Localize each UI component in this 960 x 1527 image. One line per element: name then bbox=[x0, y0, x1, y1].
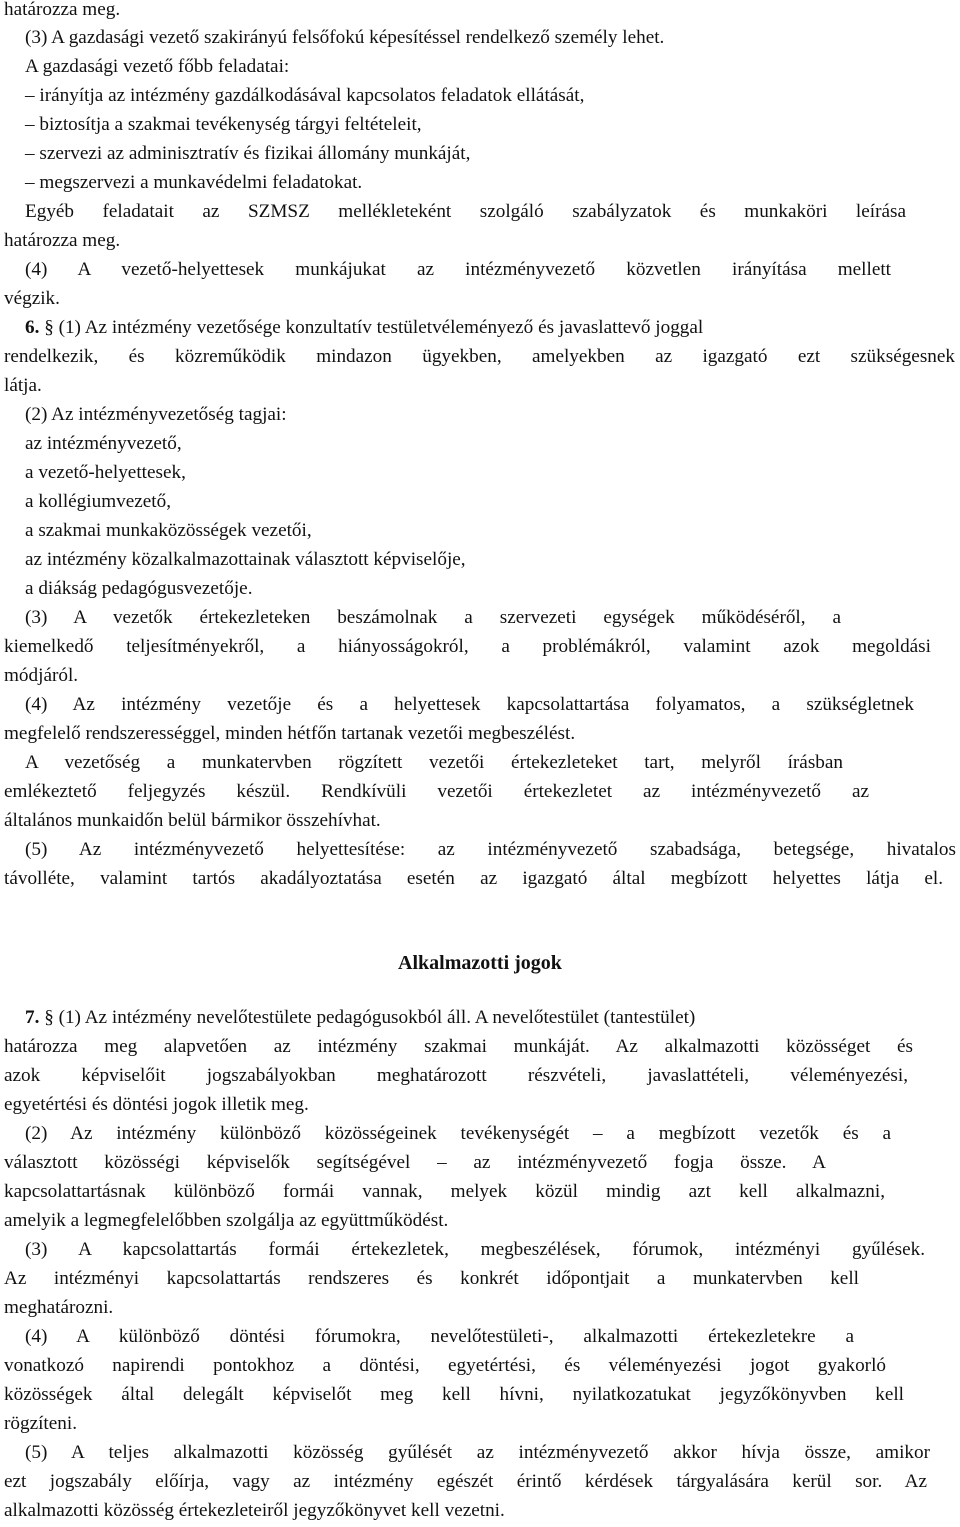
text-line: (5) A teljes alkalmazotti közösség gyűlését az intézményvezető akkor hívja össze, amikor bbox=[25, 1442, 930, 1463]
text-line: határozza meg. bbox=[4, 0, 121, 20]
text-line: A gazdasági vezető főbb feladatai: bbox=[25, 56, 290, 77]
text-line: kiemelkedő teljesítményekről, a hiányosságokról, a problémákról, valamint azok megoldási bbox=[4, 636, 931, 657]
text-line: (3) A gazdasági vezető szakirányú felsőfokú képesítéssel rendelkező személy lehet. bbox=[25, 27, 665, 48]
text-line: (4) A különböző döntési fórumokra, nevelőtestületi-, alkalmazotti értekezletekre a bbox=[25, 1326, 854, 1347]
text-line: meghatározni. bbox=[4, 1297, 114, 1318]
section-number: 6. bbox=[25, 317, 40, 338]
text-line: azok képviselőit jogszabályokban meghatározott részvételi, javaslattételi, véleményezési, bbox=[4, 1065, 908, 1086]
text-line: választott közösségi képviselők segítségével – az intézményvezető fogja össze. A bbox=[4, 1152, 826, 1173]
section-paragraph-7 bbox=[25, 1003, 911, 1032]
text-line: határozza meg. bbox=[4, 230, 121, 251]
text-line: (2) Az intézményvezetőség tagjai: bbox=[25, 404, 287, 425]
text-line: (4) A vezető-helyettesek munkájukat az intézményvezető közvetlen irányítása mellett bbox=[25, 259, 891, 280]
text-line: határozza meg alapvetően az intézmény szakmai munkáját. Az alkalmazotti közösséget és bbox=[4, 1036, 913, 1057]
text-line: (3) A kapcsolattartás formái értekezletek, megbeszélések, fórumok, intézményi gyűlések. bbox=[25, 1239, 925, 1260]
section-text: § (1) Az intézmény nevelőtestülete pedagógusokból áll. A nevelőtestület (tantestület) bbox=[44, 1007, 696, 1028]
text-line: általános munkaidőn belül bármikor összehívhat. bbox=[4, 810, 381, 831]
text-line: látja. bbox=[4, 375, 42, 396]
text-line: (5) Az intézményvezető helyettesítése: az intézményvezető szabadsága, betegsége, hivatalos bbox=[25, 839, 956, 860]
text-line: egyetértési és döntési jogok illetik meg. bbox=[4, 1094, 309, 1115]
text-line: emlékeztető feljegyzés készül. Rendkívüli vezetői értekezletet az intézményvezető az bbox=[4, 781, 869, 802]
list-item: a vezető-helyettesek, bbox=[25, 462, 186, 483]
text-line: végzik. bbox=[4, 288, 60, 309]
list-item: a diákság pedagógusvezetője. bbox=[25, 578, 253, 599]
section-paragraph-6 bbox=[25, 313, 953, 342]
text-line: közösségek által delegált képviselőt meg kell hívni, nyilatkozatukat jegyzőkönyvben kell bbox=[4, 1384, 904, 1405]
list-item: a szakmai munkaközösségek vezetői, bbox=[25, 520, 312, 541]
section-text: § (1) Az intézmény vezetősége konzultatív testületvéleményező és javaslattevő joggal bbox=[44, 317, 704, 338]
text-line: megfelelő rendszerességgel, minden hétfőn tartanak vezetői megbeszélést. bbox=[4, 723, 576, 744]
text-line: távolléte, valamint tartós akadályoztatása esetén az igazgató által megbízott helyettes látja el. bbox=[4, 868, 943, 889]
list-item: az intézmény közalkalmazottainak választott képviselője, bbox=[25, 549, 466, 570]
text-line: alkalmazotti közösség értekezleteiről jegyzőkönyvet kell vezetni. bbox=[4, 1500, 505, 1521]
text-line: rögzíteni. bbox=[4, 1413, 77, 1434]
text-line: Egyéb feladatait az SZMSZ mellékleteként szolgáló szabályzatok és munkaköri leírása bbox=[25, 201, 906, 222]
text-line: amelyik a legmegfelelőbben szolgálja az együttműködést. bbox=[4, 1210, 449, 1231]
section-number: 7. bbox=[25, 1007, 40, 1028]
section-heading: Alkalmazotti jogok bbox=[398, 952, 562, 974]
text-line: A vezetőség a munkatervben rögzített vezetői értekezleteket tart, melyről írásban bbox=[25, 752, 843, 773]
list-item: – szervezi az adminisztratív és fizikai állomány munkáját, bbox=[25, 143, 471, 164]
list-item: a kollégiumvezető, bbox=[25, 491, 171, 512]
text-line: ezt jogszabály előírja, vagy az intézmény egészét érintő kérdések tárgyalására kerül sor. Az bbox=[4, 1471, 927, 1492]
text-line: Az intézményi kapcsolattartás rendszeres és konkrét időpontjait a munkatervben kell bbox=[4, 1268, 859, 1289]
text-line: módjáról. bbox=[4, 665, 79, 686]
list-item: – megszervezi a munkavédelmi feladatokat. bbox=[25, 172, 363, 193]
text-line: kapcsolattartásnak különböző formái vannak, melyek közül mindig azt kell alkalmazni, bbox=[4, 1181, 885, 1202]
text-line: (4) Az intézmény vezetője és a helyettesek kapcsolattartása folyamatos, a szükségletnek bbox=[25, 694, 914, 715]
list-item: – irányítja az intézmény gazdálkodásával kapcsolatos feladatok ellátását, bbox=[25, 85, 585, 106]
text-line: (2) Az intézmény különböző közösségeinek tevékenységét – a megbízott vezetők és a bbox=[25, 1123, 891, 1144]
list-item: az intézményvezető, bbox=[25, 433, 182, 454]
text-line: (3) A vezetők értekezleteken beszámolnak a szervezeti egységek működéséről, a bbox=[25, 607, 841, 628]
list-item: – biztosítja a szakmai tevékenység tárgyi feltételeit, bbox=[25, 114, 422, 135]
text-line: rendelkezik, és közreműködik mindazon ügyekben, amelyekben az igazgató ezt szükségesnek bbox=[4, 346, 955, 367]
text-line: vonatkozó napirendi pontokhoz a döntési, egyetértési, és véleményezési jogot gyakorló bbox=[4, 1355, 886, 1376]
